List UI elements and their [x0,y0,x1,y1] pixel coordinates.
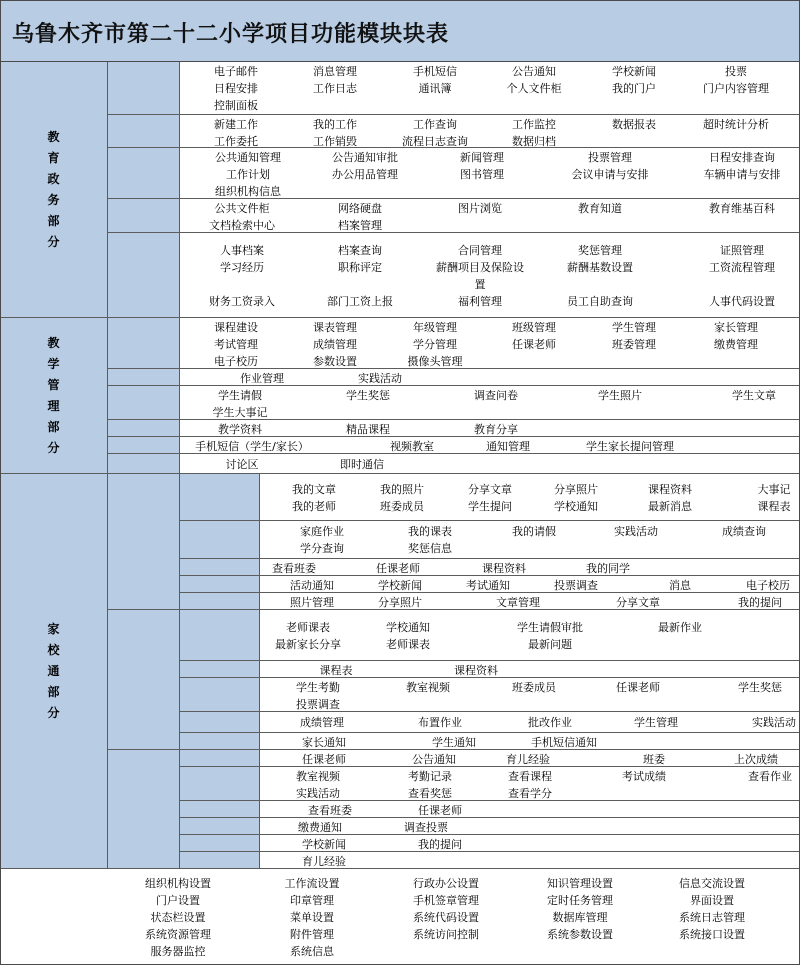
module-item[interactable]: 育儿经验 [506,753,550,766]
module-item[interactable]: 员工自助查询 [567,294,633,308]
items-cell [260,801,800,818]
module-item[interactable]: 家长管理 [714,321,758,334]
module-item[interactable]: 照片管理 [290,596,334,609]
module-item[interactable]: 置 [474,277,486,291]
module-item[interactable]: 上次成绩 [734,753,778,766]
module-item[interactable]: 我的文章 [292,482,336,496]
category-label [108,454,180,474]
items-cell [260,610,800,661]
category-label [108,233,180,318]
category-label [108,318,180,369]
module-item[interactable]: 电子校历 [214,355,258,368]
items-cell [180,437,800,454]
module-item[interactable]: 学校新闻 [378,579,422,592]
module-item[interactable]: 任课老师 [302,753,346,766]
module-item[interactable]: 缴费管理 [714,338,758,351]
module-item[interactable]: 最新消息 [648,499,692,513]
module-item[interactable]: 学校通知 [554,499,598,513]
module-item[interactable]: 网络硬盘 [338,202,382,215]
category-label [108,199,180,233]
module-item[interactable]: 教室视频 [296,770,340,783]
module-item[interactable]: 系统代码设置 [413,910,479,924]
module-item[interactable]: 档案查询 [338,243,382,257]
category-label [108,420,180,437]
module-item[interactable]: 考试通知 [466,579,510,592]
module-item[interactable]: 育儿经验 [302,855,346,868]
module-item[interactable]: 分享照片 [378,596,422,609]
module-item[interactable]: 数据归档 [512,135,556,148]
module-item[interactable]: 职称评定 [338,260,382,274]
module-item[interactable]: 学生奖惩 [738,681,782,694]
module-item[interactable]: 成绩管理 [300,716,344,729]
category-label [108,115,180,148]
module-item[interactable]: 学生奖惩 [346,389,390,402]
items-cell [260,661,800,678]
module-item[interactable]: 参数设置 [313,355,357,368]
section-label: 教学管理部分 [0,318,108,474]
module-item[interactable]: 附件管理 [290,927,334,941]
module-item[interactable]: 学习经历 [220,260,264,274]
module-item[interactable]: 手机短信 [413,65,457,78]
module-item[interactable]: 服务器监控 [150,944,206,958]
module-item[interactable]: 缴费通知 [298,821,342,834]
module-item[interactable]: 福利管理 [458,294,502,308]
category-label [108,62,180,115]
module-item[interactable]: 考勤记录 [408,770,452,783]
module-item[interactable]: 系统接口设置 [679,927,745,941]
category-label [108,437,180,454]
module-item[interactable]: 查看班委 [308,804,352,817]
module-item[interactable]: 任课老师 [376,562,420,575]
module-item[interactable]: 班委成员 [380,499,424,513]
module-item[interactable]: 公共文件柜 [214,202,270,215]
module-item[interactable]: 财务工资录入 [209,294,275,308]
module-item[interactable]: 教育分享 [474,423,518,436]
module-item[interactable]: 我的请假 [512,525,556,538]
module-item[interactable]: 学生通知 [432,736,476,749]
module-item[interactable]: 查看奖惩 [408,787,452,800]
module-item[interactable]: 系统信息 [290,944,334,958]
module-item[interactable]: 工作日志 [313,82,357,95]
module-item[interactable]: 我的提问 [418,838,462,851]
items-cell [180,62,800,115]
module-item[interactable]: 人事代码设置 [709,294,775,308]
module-item[interactable]: 工作销毁 [313,135,357,148]
module-item[interactable]: 车辆申请与安排 [703,168,781,181]
category-label [180,474,260,521]
module-item[interactable]: 活动通知 [290,579,334,592]
module-item[interactable]: 实践活动 [296,787,340,800]
items-cell [260,712,800,733]
category-label [180,678,260,712]
category-label [180,767,260,801]
module-item[interactable]: 学校通知 [386,620,430,634]
module-item[interactable]: 行政办公设置 [413,876,479,890]
module-item[interactable]: 课程资料 [454,664,498,677]
module-item[interactable]: 学分查询 [300,542,344,555]
module-item[interactable]: 教育维基百科 [709,202,775,215]
module-item[interactable]: 任课老师 [512,338,556,351]
module-item[interactable]: 实践活动 [752,716,796,729]
category-label [108,369,180,386]
items-cell [180,454,800,474]
module-item[interactable]: 学生提问 [468,499,512,513]
module-item[interactable]: 任课老师 [616,681,660,694]
module-item[interactable]: 奖惩信息 [408,542,452,555]
section-label [0,869,108,965]
module-item[interactable]: 合同管理 [458,243,502,257]
module-item[interactable]: 公告通知 [512,65,556,78]
module-item[interactable]: 菜单设置 [290,910,334,924]
module-item[interactable]: 我的工作 [313,118,357,131]
items-cell [260,593,800,610]
module-item[interactable]: 学生管理 [634,716,678,729]
module-item[interactable]: 老师课表 [286,620,330,634]
module-item[interactable]: 工作查询 [413,118,457,131]
module-item[interactable]: 学生大事记 [212,406,268,419]
module-item[interactable]: 学生管理 [612,321,656,334]
module-item[interactable]: 学生照片 [598,389,642,402]
module-item[interactable]: 公共通知管理 [215,151,281,164]
module-item[interactable]: 教学资料 [218,423,262,436]
category-label [180,750,260,767]
module-item[interactable]: 考试管理 [214,338,258,351]
module-item[interactable]: 手机短信（学生/家长） [195,440,309,453]
module-item[interactable]: 门户设置 [156,893,200,907]
module-item[interactable]: 成绩查询 [722,525,766,538]
module-item[interactable]: 我的提问 [738,596,782,609]
module-item[interactable]: 系统日志管理 [679,910,745,924]
items-cell [180,318,800,369]
module-item[interactable]: 通知管理 [486,440,530,453]
module-item[interactable]: 课表管理 [313,321,357,334]
module-item[interactable]: 成绩管理 [313,338,357,351]
module-item[interactable]: 我的门户 [612,82,656,95]
items-cell [260,559,800,576]
category-label [180,733,260,750]
module-item[interactable]: 学生文章 [732,389,776,402]
module-item[interactable]: 分享文章 [468,482,512,496]
module-item[interactable]: 证照管理 [720,243,764,257]
module-item[interactable]: 实践活动 [358,372,402,385]
table-title: 乌鲁木齐市第二十二小学项目功能模块块表 [12,22,450,47]
module-item[interactable]: 投票调查 [296,698,340,711]
section-label: 教育政务部分 [0,62,108,318]
module-item[interactable]: 讨论区 [225,457,259,471]
module-item[interactable]: 我的老师 [292,499,336,513]
module-item[interactable]: 组织机构信息 [215,185,281,198]
module-item[interactable]: 工资流程管理 [709,260,775,274]
module-item[interactable]: 课程资料 [648,482,692,496]
module-item[interactable]: 工作监控 [512,118,556,131]
category-label [180,712,260,733]
category-label [180,576,260,593]
module-item[interactable]: 查看课程 [508,770,552,783]
module-item[interactable]: 家长通知 [302,736,346,749]
module-item[interactable]: 摄像头管理 [407,355,463,368]
module-item[interactable]: 超时统计分析 [703,118,769,131]
module-item[interactable]: 查看学分 [508,787,552,800]
module-item[interactable]: 分享文章 [616,596,660,609]
module-item[interactable]: 调查投票 [404,821,448,834]
module-item[interactable]: 控制面板 [214,99,258,112]
module-item[interactable]: 系统访问控制 [413,927,479,941]
module-item[interactable]: 任课老师 [418,804,462,817]
module-item[interactable]: 年级管理 [413,321,457,334]
module-item[interactable]: 学生请假审批 [517,620,583,634]
module-item[interactable]: 数据库管理 [552,910,608,924]
module-item[interactable]: 图书管理 [460,168,504,181]
module-item[interactable]: 大事记 [757,482,791,496]
group-label [108,610,180,750]
module-item[interactable]: 分享照片 [554,482,598,496]
category-label [180,818,260,835]
items-cell [260,852,800,869]
module-item[interactable]: 门户内容管理 [703,82,769,95]
module-item[interactable]: 我的照片 [380,482,424,496]
module-item[interactable]: 奖惩管理 [578,243,622,257]
module-item[interactable]: 电子邮件 [214,65,258,78]
module-item[interactable]: 部门工资上报 [327,294,393,308]
section-label: 家校通部分 [0,474,108,869]
module-item[interactable]: 新闻管理 [460,151,504,164]
module-item[interactable]: 定时任务管理 [547,893,613,907]
module-item[interactable]: 界面设置 [690,893,734,907]
module-item[interactable]: 办公用品管理 [332,168,398,181]
module-item[interactable]: 工作流设置 [284,876,340,890]
module-item[interactable]: 老师课表 [386,637,430,651]
module-item[interactable]: 学分管理 [413,338,457,351]
category-label [180,559,260,576]
module-item[interactable]: 印章管理 [290,893,334,907]
module-item[interactable]: 薪酬基数设置 [567,260,633,274]
module-item[interactable]: 教育知道 [578,202,622,215]
category-label [180,610,260,661]
items-cell [260,733,800,750]
module-item[interactable]: 最新问题 [528,637,572,651]
module-item[interactable]: 课程表 [319,664,353,677]
module-item[interactable]: 日程安排查询 [709,151,775,164]
category-label [180,593,260,610]
module-item[interactable]: 最新作业 [658,620,702,634]
module-item[interactable]: 信息交流设置 [679,876,745,890]
module-item[interactable]: 课程表 [757,499,791,513]
items-cell [260,521,800,559]
module-item[interactable]: 消息管理 [313,65,357,78]
items-cell [108,869,800,965]
items-cell [260,835,800,852]
module-item[interactable]: 班委成员 [512,681,556,694]
module-item[interactable]: 投票调查 [554,579,598,592]
module-item[interactable]: 视频教室 [390,440,434,453]
module-item[interactable]: 文章管理 [496,596,540,609]
items-cell [180,115,800,148]
module-item[interactable]: 班委 [643,753,665,766]
module-item[interactable]: 班委管理 [612,338,656,351]
module-item[interactable]: 作业管理 [240,372,284,385]
module-item[interactable]: 家庭作业 [300,525,344,538]
category-label [108,148,180,199]
module-item[interactable]: 图片浏览 [458,202,502,215]
module-item[interactable]: 我的课表 [408,525,452,538]
category-label [180,835,260,852]
module-item[interactable]: 教室视频 [406,681,450,694]
module-item[interactable]: 公告通知 [412,753,456,766]
module-item[interactable]: 电子校历 [746,579,790,592]
module-item[interactable]: 批改作业 [528,716,572,729]
module-item[interactable]: 工作计划 [226,168,270,181]
module-item[interactable]: 工作委托 [214,135,258,148]
group-label [108,750,180,869]
module-item[interactable]: 日程安排 [214,82,258,95]
module-item[interactable]: 档案管理 [338,219,382,232]
category-label [180,852,260,869]
module-item[interactable]: 会议申请与安排 [571,168,649,181]
module-item[interactable]: 公告通知审批 [332,151,398,164]
module-item[interactable]: 实践活动 [614,525,658,538]
category-label [180,661,260,678]
module-item[interactable]: 考试成绩 [622,770,666,783]
module-item[interactable]: 组织机构设置 [145,876,211,890]
items-cell [260,750,800,767]
items-cell [180,420,800,437]
module-item[interactable]: 文档检索中心 [209,219,275,232]
module-item[interactable]: 通讯簿 [418,82,452,95]
category-label [180,521,260,559]
module-item[interactable]: 投票 [725,65,747,78]
module-item[interactable]: 最新家长分享 [275,637,341,651]
module-item[interactable]: 布置作业 [418,716,462,729]
module-item[interactable]: 学校新闻 [612,65,656,78]
module-item[interactable]: 班级管理 [512,321,556,334]
items-cell [260,818,800,835]
module-item[interactable]: 我的同学 [586,562,630,575]
module-item[interactable]: 手机短信通知 [531,736,597,749]
module-item[interactable]: 学校新闻 [302,838,346,851]
module-item[interactable]: 课程建设 [214,321,258,334]
module-item[interactable]: 查看作业 [748,770,792,783]
category-label [108,386,180,420]
module-item[interactable]: 精品课程 [346,423,390,436]
module-item[interactable]: 系统资源管理 [145,927,211,941]
module-item[interactable]: 系统参数设置 [547,927,613,941]
group-label [108,474,180,610]
module-item[interactable]: 薪酬项目及保险设 [436,260,524,274]
module-item[interactable]: 状态栏设置 [150,910,206,924]
module-item[interactable]: 学生家长提问管理 [586,440,674,453]
items-cell [180,369,800,386]
module-item[interactable]: 调查问卷 [474,389,518,402]
items-cell [180,148,800,199]
module-item[interactable]: 学生请假 [218,389,262,402]
items-cell [260,474,800,521]
items-cell [180,386,800,420]
module-item[interactable]: 知识管理设置 [547,876,613,890]
items-cell [260,576,800,593]
module-item[interactable]: 流程日志查询 [402,135,468,148]
module-item[interactable]: 数据报表 [612,118,656,131]
items-cell [260,767,800,801]
module-item[interactable]: 课程资料 [482,562,526,575]
module-item[interactable]: 人事档案 [220,243,264,257]
module-item[interactable]: 即时通信 [340,457,384,471]
items-cell [180,199,800,233]
module-item[interactable]: 投票管理 [588,151,632,164]
module-item[interactable]: 消息 [669,579,691,592]
module-item[interactable]: 手机签章管理 [413,893,479,907]
module-item[interactable]: 新建工作 [214,118,258,131]
module-item[interactable]: 学生考勤 [296,681,340,694]
items-cell [180,233,800,318]
module-item[interactable]: 查看班委 [272,562,316,575]
category-label [180,801,260,818]
items-cell [260,678,800,712]
module-item[interactable]: 个人文件柜 [506,82,562,95]
table-title-bar [0,0,800,62]
